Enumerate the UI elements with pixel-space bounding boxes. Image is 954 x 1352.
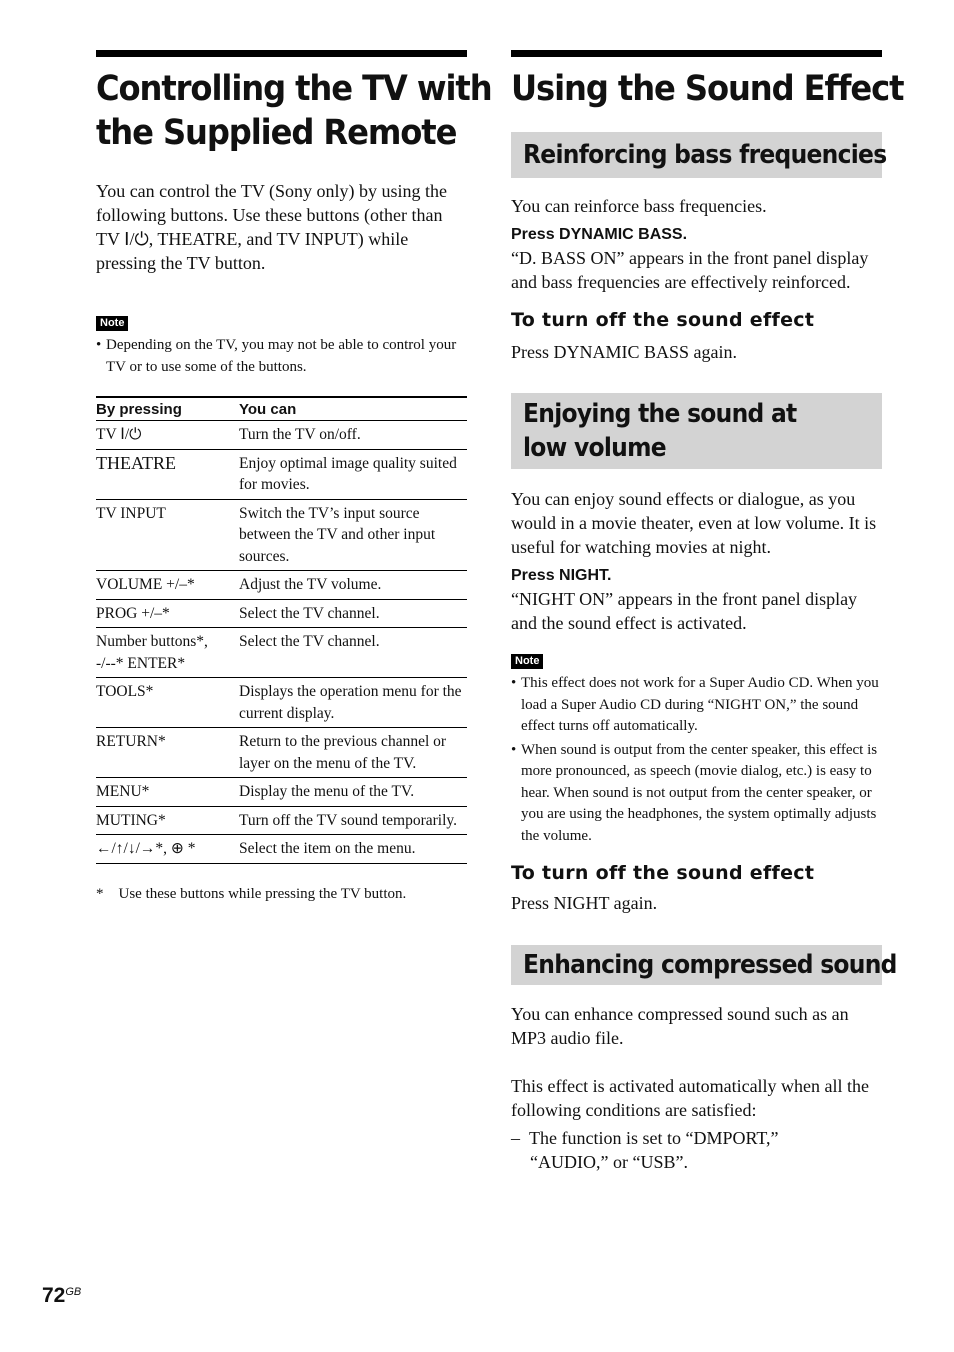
page-number-value: 72 — [42, 1284, 66, 1307]
heading-bass: Reinforcing bass frequencies — [523, 140, 887, 170]
table-cell-key: VOLUME +/–* — [96, 571, 239, 600]
table-cell-value: Select the item on the menu. — [239, 835, 467, 864]
night-note-block — [511, 651, 882, 847]
section-title-tv — [96, 67, 492, 155]
title-line-2: the Supplied Remote — [96, 113, 457, 153]
table-row — [96, 678, 467, 728]
heading-night-text: Enjoying the sound at low volume — [523, 399, 797, 463]
table-header-row — [96, 397, 467, 421]
table-cell-value: Turn the TV on/off. — [239, 421, 467, 450]
table-cell-key: THEATRE — [96, 449, 239, 499]
table-cell-key: TV Ⅰ/⏻ — [96, 421, 239, 450]
table-row — [96, 421, 467, 450]
bass-text: You can reinforce bass frequencies. — [511, 196, 767, 216]
night-note-1: • This effect does not work for a Super Audio CD. When you load a Super Audio CD during “NIGHT ON,” the sound effect turns off automatically. — [511, 673, 882, 738]
table-row — [96, 571, 467, 600]
heading-night — [523, 397, 847, 465]
table-cell-value: Select the TV channel. — [239, 628, 467, 678]
tv-buttons-table — [96, 396, 467, 864]
note-badge: Note — [96, 316, 128, 331]
table-cell-key: ←/↑/↓/→*, ⊕ * — [96, 835, 239, 864]
night-result: “NIGHT ON” appears in the front panel display and the sound effect is activated. — [511, 589, 858, 633]
heading-compressed: Enhancing compressed sound — [523, 950, 897, 980]
heading-band-bass — [511, 132, 887, 178]
bass-off-heading: To turn off the sound effect — [511, 309, 815, 331]
table-cell-key: MUTING* — [96, 806, 239, 835]
col-header-you-can: You can — [239, 397, 467, 421]
table-row — [96, 806, 467, 835]
night-text: You can enjoy sound effects or dialogue, as you would in a movie theater, even at low volume. It is useful for watching movies at night. — [511, 489, 877, 557]
table-cell-key: PROG +/–* — [96, 599, 239, 628]
table-row — [96, 449, 467, 499]
table-cell-key: Number buttons*, -/--* ENTER* — [96, 628, 239, 678]
compressed-condition-item — [511, 1126, 882, 1174]
table-cell-value: Select the TV channel. — [239, 599, 467, 628]
table-row — [96, 835, 467, 864]
page-number — [42, 1284, 81, 1308]
left-column — [96, 50, 492, 905]
condition-line-2: “AUDIO,” or “USB”. — [530, 1152, 688, 1172]
title-rule — [511, 50, 882, 57]
heading-band-night — [511, 393, 882, 469]
table-footnote: * Use these buttons while pressing the TV button. — [96, 885, 407, 902]
bass-result: “D. BASS ON” appears in the front panel display and bass frequencies are effectively reinforced. — [511, 248, 869, 292]
table-row — [96, 628, 467, 678]
heading-band-compressed — [511, 945, 897, 985]
table-cell-key: MENU* — [96, 778, 239, 807]
note-badge: Note — [511, 654, 543, 669]
table-cell-value: Return to the previous channel or layer on the menu of the TV. — [239, 728, 467, 778]
table-cell-value: Display the menu of the TV. — [239, 778, 467, 807]
table-cell-value: Switch the TV’s input source between the TV and other input sources. — [239, 499, 467, 571]
table-row — [96, 599, 467, 628]
night-press: Press NIGHT. — [511, 567, 612, 584]
table-cell-key: TV INPUT — [96, 499, 239, 571]
title-line-1: Controlling the TV with — [96, 69, 492, 109]
tv-note: • Depending on the TV, you may not be able to control your TV or to use some of the buttons. — [96, 335, 467, 378]
table-cell-value: Displays the operation menu for the current display. — [239, 678, 467, 728]
table-cell-value: Enjoy optimal image quality suited for movies. — [239, 449, 467, 499]
bass-press: Press DYNAMIC BASS. — [511, 226, 688, 243]
col-header-pressing: By pressing — [96, 397, 239, 421]
compressed-text-2: This effect is activated automatically when all the following conditions are satisfied: — [511, 1076, 870, 1120]
table-row — [96, 728, 467, 778]
tv-intro: You can control the TV (Sony only) by using the following buttons. Use these buttons (other than TV Ⅰ/⏻, THEATRE, and TV INPUT) while pressing the TV button. — [96, 181, 447, 273]
bass-off-text: Press DYNAMIC BASS again. — [511, 342, 738, 362]
table-cell-value: Adjust the TV volume. — [239, 571, 467, 600]
table-cell-value: Turn off the TV sound temporarily. — [239, 806, 467, 835]
tv-note-block — [96, 313, 467, 378]
night-off-text: Press NIGHT again. — [511, 893, 658, 913]
night-off-heading: To turn off the sound effect — [511, 862, 815, 884]
compressed-text-1: You can enhance compressed sound such as an MP3 audio file. — [511, 1004, 849, 1048]
condition-line-1: – The function is set to “DMPORT,” — [511, 1128, 779, 1148]
table-row — [96, 499, 467, 571]
table-cell-key: TOOLS* — [96, 678, 239, 728]
night-note-2: • When sound is output from the center speaker, this effect is more pronounced, as speech (movie dialog, etc.) is easy to hear. When sound is not output from the center speaker, or you are using the headphones, the system optimally adjusts the volume. — [511, 740, 882, 848]
page-number-suffix: GB — [65, 1286, 82, 1298]
table-row — [96, 778, 467, 807]
section-title-sound: Using the Sound Effect — [511, 69, 904, 109]
right-column — [511, 50, 904, 1174]
title-rule — [96, 50, 467, 57]
table-cell-key: RETURN* — [96, 728, 239, 778]
